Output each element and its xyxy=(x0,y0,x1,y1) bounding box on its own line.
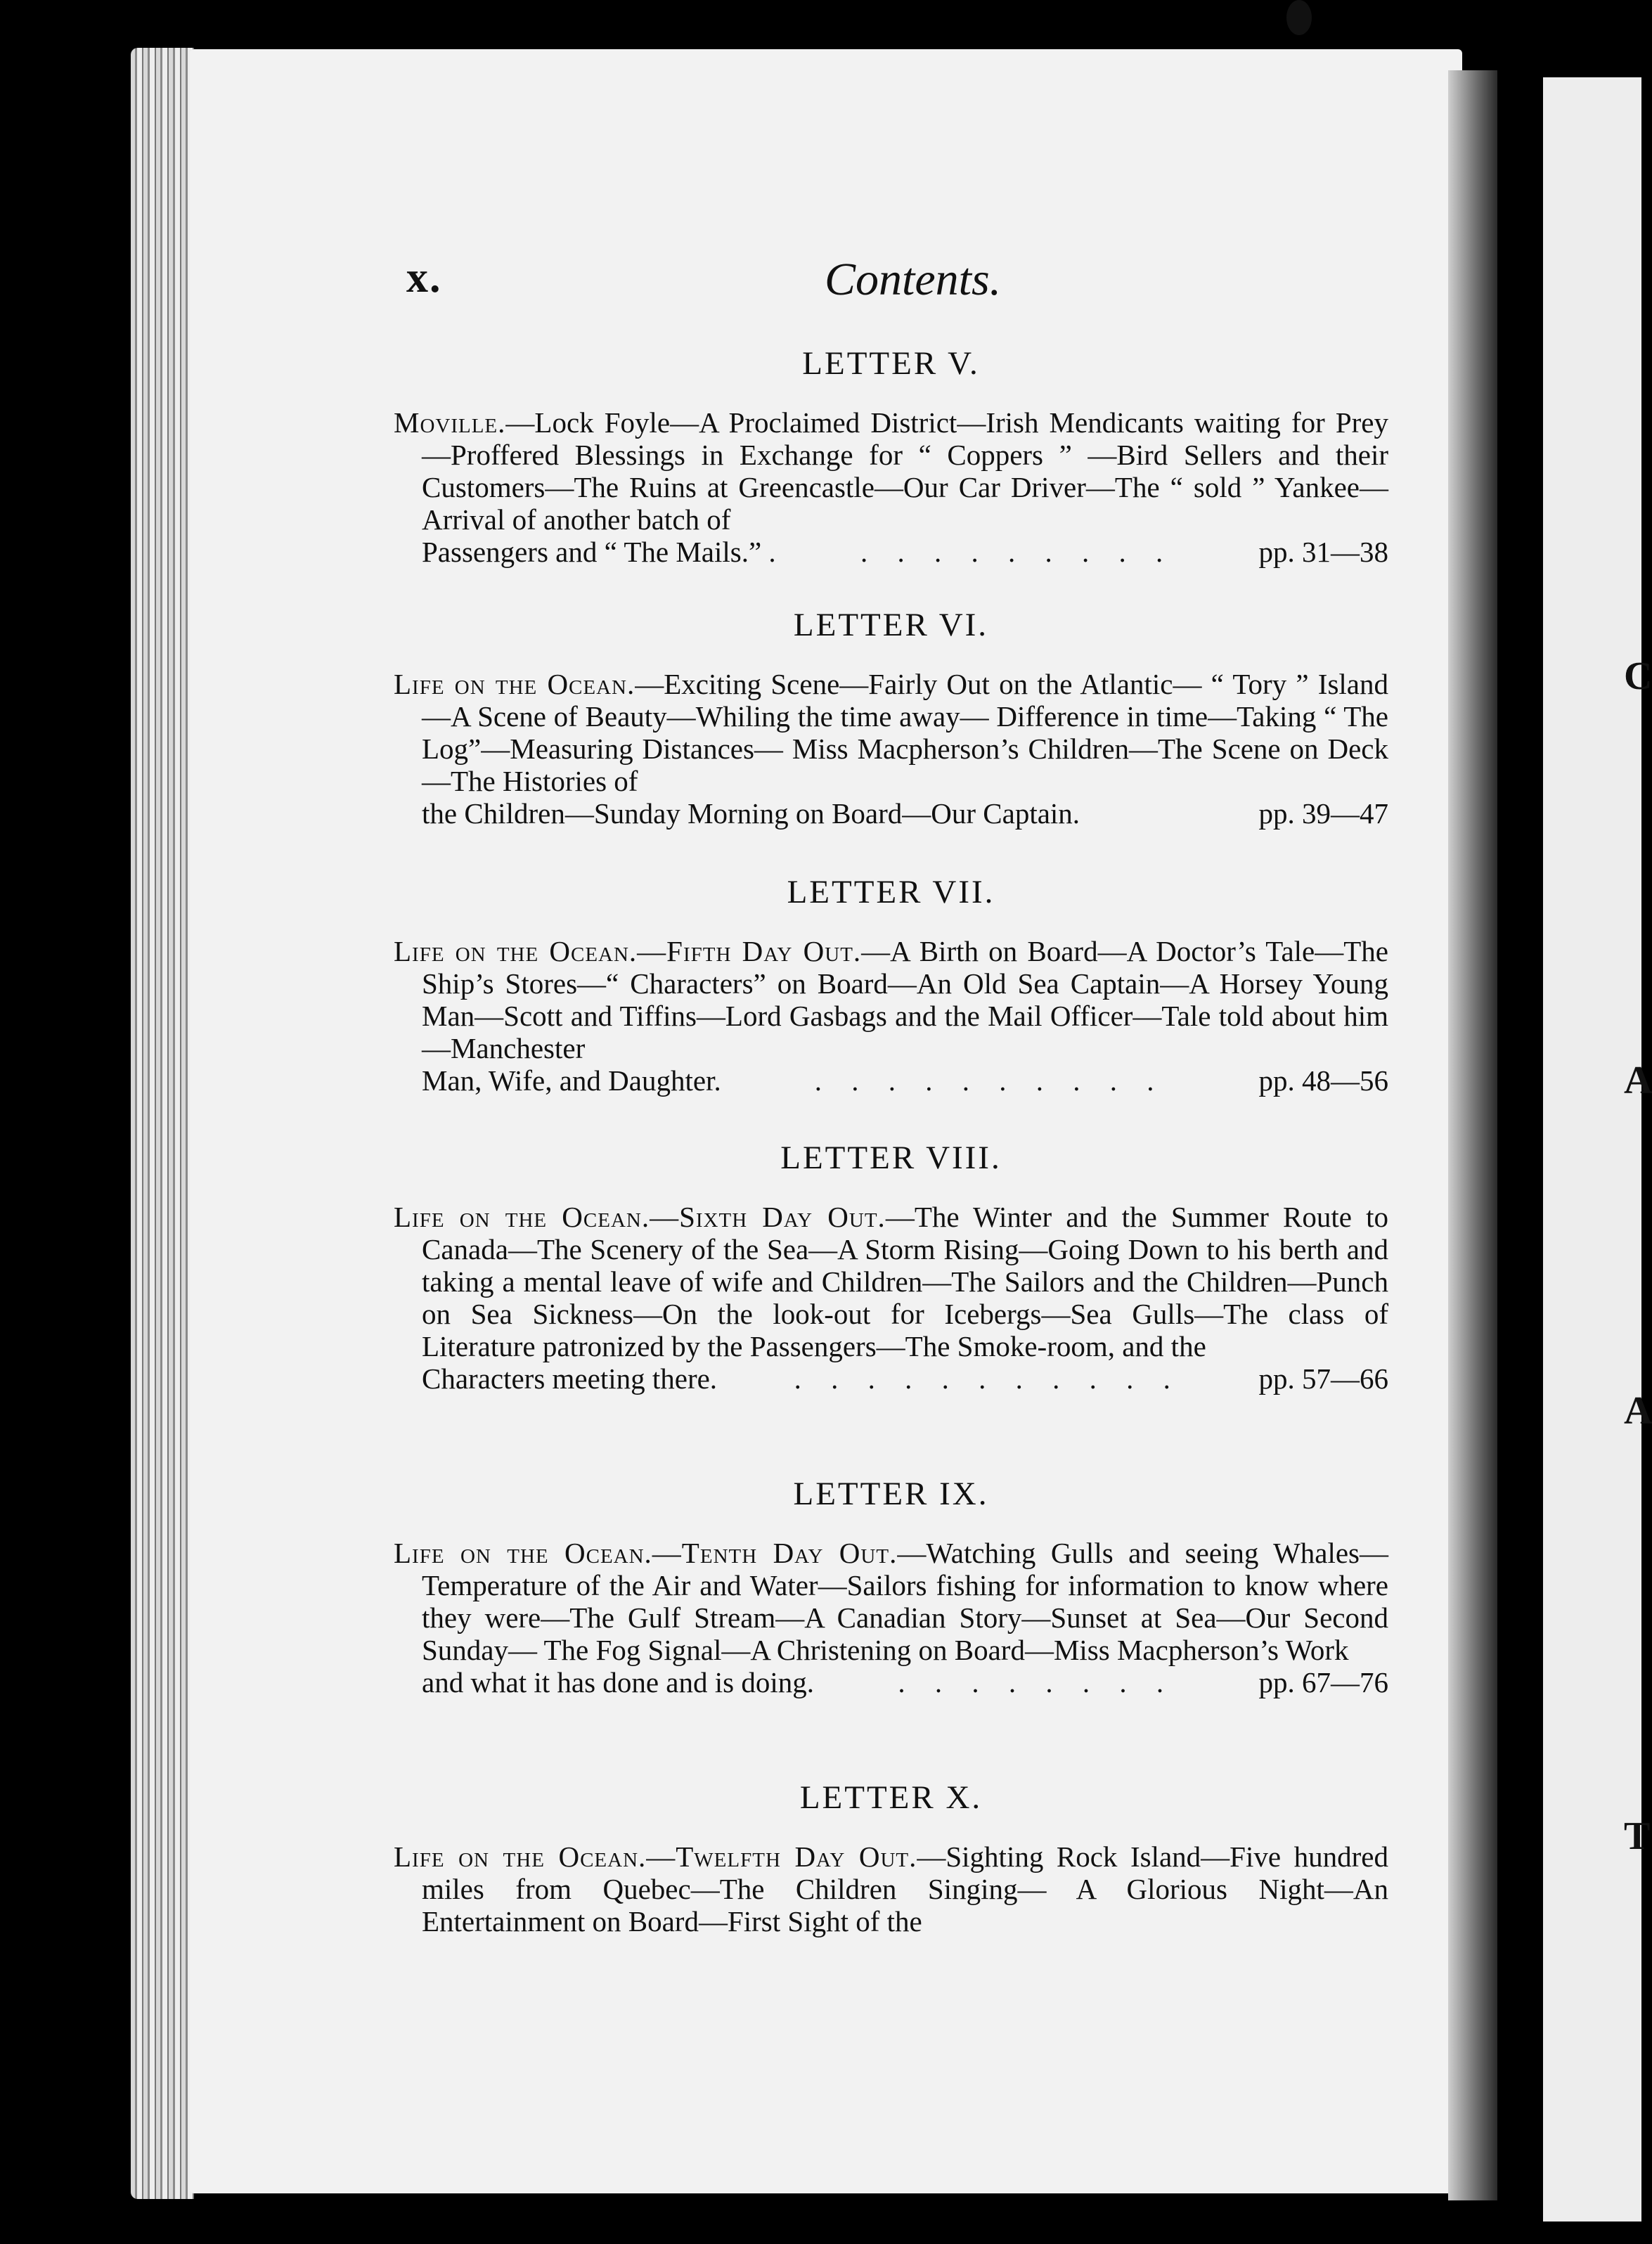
entry-body: —A Birth on Board—A Doctor’s Tale—The Ship’s Stores—“ Characters” on Board—An Old Sea Captain—A Horsey Young Man—Scott and Tiffins—Lord Gasbags and the Mail Officer—Tale told about him—Manchester xyxy=(422,935,1388,1064)
spine-shadow xyxy=(1448,70,1497,2200)
toc-section xyxy=(394,344,1388,568)
letter-heading: LETTER V. xyxy=(802,345,980,382)
leader-dots: . . . . . . . . xyxy=(898,1666,1175,1698)
entry-body: —Lock Foyle—A Proclaimed District—Irish Mendicants waiting for Prey—Proffered Blessings in Exchange for “ Coppers ” —Bird Sellers and their Customers—The Ruins at Greencastle—Our Car Driver—The “ sold ” Yankee—Arrival of another batch of xyxy=(422,406,1388,536)
facing-page-letter: T xyxy=(1624,1814,1651,1858)
toc-section xyxy=(394,873,1388,1097)
entry-last-line xyxy=(394,1064,1388,1097)
toc-entry-text xyxy=(394,406,1388,536)
entry-last-text: Man, Wife, and Daughter. xyxy=(422,1064,721,1097)
page-range: pp. 48—56 xyxy=(1258,1064,1388,1097)
toc-section xyxy=(394,1475,1388,1698)
entry-body: —Exciting Scene—Fairly Out on the Atlantic— “ Tory ” Island—A Scene of Beauty—Whiling the time away— Difference in time—Taking “ The Log”—Measuring Distances— Miss Macpherson’s Children—The Scene on Deck—The Histories of xyxy=(422,668,1388,797)
leader-dots: . . . . . . . . . xyxy=(860,536,1175,568)
page-range: pp. 39—47 xyxy=(1258,797,1388,830)
page-range: pp. 57—66 xyxy=(1258,1362,1388,1395)
entry-last-text: and what it has done and is doing. xyxy=(422,1666,814,1698)
entry-last-line xyxy=(394,1362,1388,1395)
letter-heading: LETTER IX. xyxy=(793,1476,989,1512)
scan-blemish xyxy=(1286,0,1312,35)
letter-heading: LETTER VI. xyxy=(793,607,989,643)
entry-last-line xyxy=(394,797,1388,830)
facing-page xyxy=(1543,77,1641,2222)
entry-last-text: Characters meeting there. xyxy=(422,1362,718,1395)
book-page-edges xyxy=(131,48,194,2199)
page-range: pp. 31—38 xyxy=(1258,536,1388,568)
toc-entry-text xyxy=(394,935,1388,1064)
entry-lead: Life on the Ocean.—Tenth Day Out. xyxy=(394,1537,898,1569)
page-range: pp. 67—76 xyxy=(1258,1666,1388,1698)
entry-last-text: the Children—Sunday Morning on Board—Our Captain. xyxy=(422,797,1080,830)
toc-entry-text xyxy=(394,1537,1388,1666)
leader-dots: . . . . . . . . . . . xyxy=(794,1362,1182,1395)
toc-entry-text xyxy=(394,1201,1388,1362)
entry-lead: Life on the Ocean. xyxy=(394,668,635,700)
leader-dots: . . . . . . . . . . xyxy=(814,1064,1166,1097)
letter-heading: LETTER VII. xyxy=(787,874,995,910)
entry-last-line xyxy=(394,536,1388,568)
letter-heading: LETTER X. xyxy=(799,1779,983,1816)
entry-lead: Moville. xyxy=(394,406,506,439)
entry-body: —Watching Gulls and seeing Whales—Temperature of the Air and Water—Sailors fishing for information to know where they were—The Gulf Stream—A Canadian Story—Sunset at Sea—Our Second Sunday— The Fog Signal—A Christening on Board—Miss Macpherson’s Work xyxy=(422,1537,1389,1666)
facing-page-letter: A xyxy=(1624,1059,1652,1102)
page-header xyxy=(406,253,1390,316)
entry-body: —The Winter and the Summer Route to Canada—The Scenery of the Sea—A Storm Rising—Going Down to his berth and taking a mental leave of wife and Children—The Sailors and the Children—Punch on Sea Sickness—On the look-out for Icebergs—Sea Gulls—The class of Literature patronized by the Passengers—The Smoke-room, and the xyxy=(422,1201,1388,1362)
toc-entry-text xyxy=(394,1840,1388,1937)
entry-body: —Sighting Rock Island—Five hundred miles from Quebec—The Children Singing— A Glorious Night—An Entertainment on Board—First Sight of the xyxy=(422,1840,1388,1937)
facing-page-letter: C xyxy=(1624,654,1652,698)
facing-page-letter: A xyxy=(1624,1389,1652,1433)
entry-last-text: Passengers and “ The Mails.” . xyxy=(422,536,776,568)
toc-section xyxy=(394,606,1388,830)
entry-lead: Life on the Ocean.—Fifth Day Out. xyxy=(394,935,862,967)
toc-section xyxy=(394,1779,1388,1937)
running-title: Contents. xyxy=(825,254,1002,305)
toc-section xyxy=(394,1139,1388,1395)
entry-last-line xyxy=(394,1666,1388,1698)
page-number: x. xyxy=(406,254,442,302)
letter-heading: LETTER VIII. xyxy=(780,1140,1002,1176)
toc-entry-text xyxy=(394,668,1388,797)
entry-lead: Life on the Ocean.—Sixth Day Out. xyxy=(394,1201,886,1233)
entry-lead: Life on the Ocean.—Twelfth Day Out. xyxy=(394,1840,917,1873)
